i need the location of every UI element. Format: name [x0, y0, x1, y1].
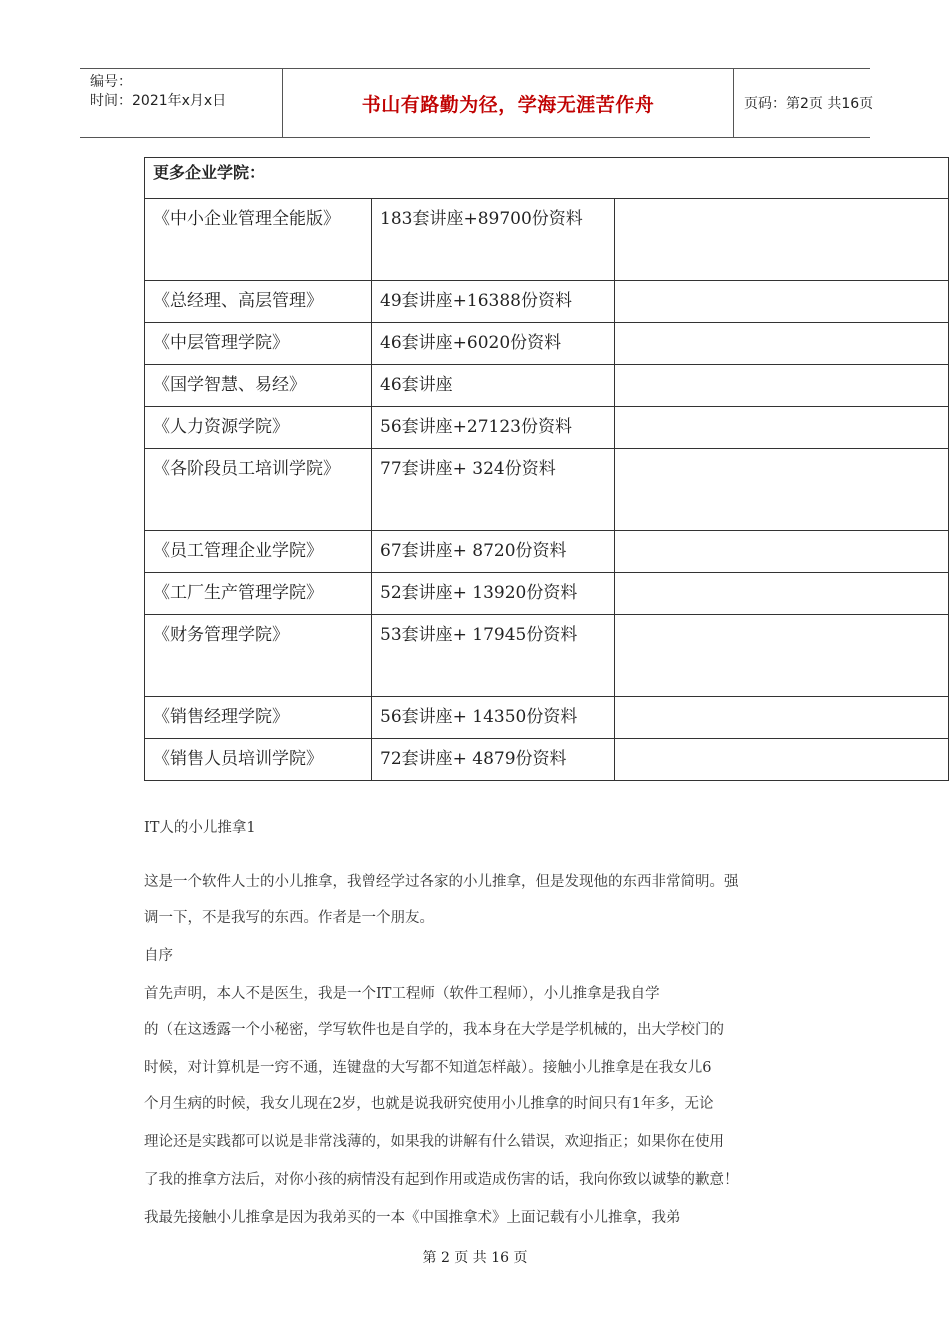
table-row: [145, 407, 949, 449]
empty-cell: [615, 281, 949, 323]
time-label: 时间：2021年x月x日: [90, 93, 227, 109]
table-row: [145, 573, 949, 615]
academy-name: 《销售经理学院》: [145, 697, 372, 739]
empty-cell: [615, 323, 949, 365]
academy-resources: 53套讲座+ 17945份资料: [372, 615, 615, 697]
table-row: [145, 697, 949, 739]
table-row: [145, 449, 949, 531]
academy-name: 《国学智慧、易经》: [145, 365, 372, 407]
academy-name: 《财务管理学院》: [145, 615, 372, 697]
body-line: 了我的推拿方法后，对你小孩的病情没有起到作用或造成伤害的话，我向你致以诚挚的歉意！: [144, 1172, 739, 1188]
empty-cell: [615, 365, 949, 407]
table-row: [145, 365, 949, 407]
article-heading: IT人的小儿推拿1: [144, 820, 256, 836]
empty-cell: [615, 449, 949, 531]
table-row: [145, 615, 949, 697]
academy-resources: 56套讲座+ 14350份资料: [372, 697, 615, 739]
academy-resources: 49套讲座+16388份资料: [372, 281, 615, 323]
body-line: 首先声明，本人不是医生，我是一个IT工程师（软件工程师），小儿推拿是我自学: [144, 986, 660, 1002]
academy-resources: 52套讲座+ 13920份资料: [372, 573, 615, 615]
academy-name: 《销售人员培训学院》: [145, 739, 372, 781]
empty-cell: [615, 573, 949, 615]
empty-cell: [615, 531, 949, 573]
academy-resources: 72套讲座+ 4879份资料: [372, 739, 615, 781]
table-title: 更多企业学院：: [145, 158, 949, 199]
body-line: 时候，对计算机是一窍不通，连键盘的大写都不知道怎样敲）。接触小儿推拿是在我女儿6: [144, 1060, 712, 1076]
body-line: 调一下，不是我写的东西。作者是一个朋友。: [144, 910, 434, 926]
body-line: 理论还是实践都可以说是非常浅薄的，如果我的讲解有什么错误，欢迎指正；如果你在使用: [144, 1134, 724, 1150]
academy-name: 《中层管理学院》: [145, 323, 372, 365]
table-row: [145, 531, 949, 573]
academy-resources: 56套讲座+27123份资料: [372, 407, 615, 449]
table-row: [145, 323, 949, 365]
table-row: [145, 281, 949, 323]
academy-resources: 46套讲座: [372, 365, 615, 407]
header-meta: [80, 69, 282, 137]
code-label: 编号：: [90, 74, 132, 90]
body-line: 我最先接触小儿推拿是因为我弟买的一本《中国推拿术》上面记载有小儿推拿，我弟: [144, 1210, 681, 1226]
academy-name: 《人力资源学院》: [145, 407, 372, 449]
body-line: 的（在这透露一个小秘密，学写软件也是自学的，我本身在大学是学机械的，出大学校门的: [144, 1022, 724, 1038]
academy-resources: 46套讲座+6020份资料: [372, 323, 615, 365]
empty-cell: [615, 739, 949, 781]
academy-name: 《中小企业管理全能版》: [145, 199, 372, 281]
page-header: [80, 68, 874, 138]
academy-name: 《各阶段员工培训学院》: [145, 449, 372, 531]
academy-name: 《工厂生产管理学院》: [145, 573, 372, 615]
empty-cell: [615, 407, 949, 449]
academy-name: 《员工管理企业学院》: [145, 531, 372, 573]
academy-resources: 67套讲座+ 8720份资料: [372, 531, 615, 573]
table-row: [145, 739, 949, 781]
empty-cell: [615, 199, 949, 281]
empty-cell: [615, 615, 949, 697]
motto: 书山有路勤为径，学海无涯苦作舟: [361, 93, 655, 116]
header-motto-cell: [282, 69, 734, 137]
empty-cell: [615, 697, 949, 739]
page-footer: 第 2 页 共 16 页: [422, 1250, 528, 1266]
academy-resources: 77套讲座+ 324份资料: [372, 449, 615, 531]
body-line: 自序: [144, 948, 173, 964]
academy-table: [144, 157, 949, 781]
academy-name: 《总经理、高层管理》: [145, 281, 372, 323]
page-number-label: 页码：第2页 共16页: [744, 96, 874, 112]
table-row: [145, 199, 949, 281]
body-line: 这是一个软件人士的小儿推拿，我曾经学过各家的小儿推拿，但是发现他的东西非常简明。强: [144, 874, 739, 890]
body-line: 个月生病的时候，我女儿现在2岁，也就是说我研究使用小儿推拿的时间只有1年多，无论: [144, 1096, 714, 1112]
academy-resources: 183套讲座+89700份资料: [372, 199, 615, 281]
